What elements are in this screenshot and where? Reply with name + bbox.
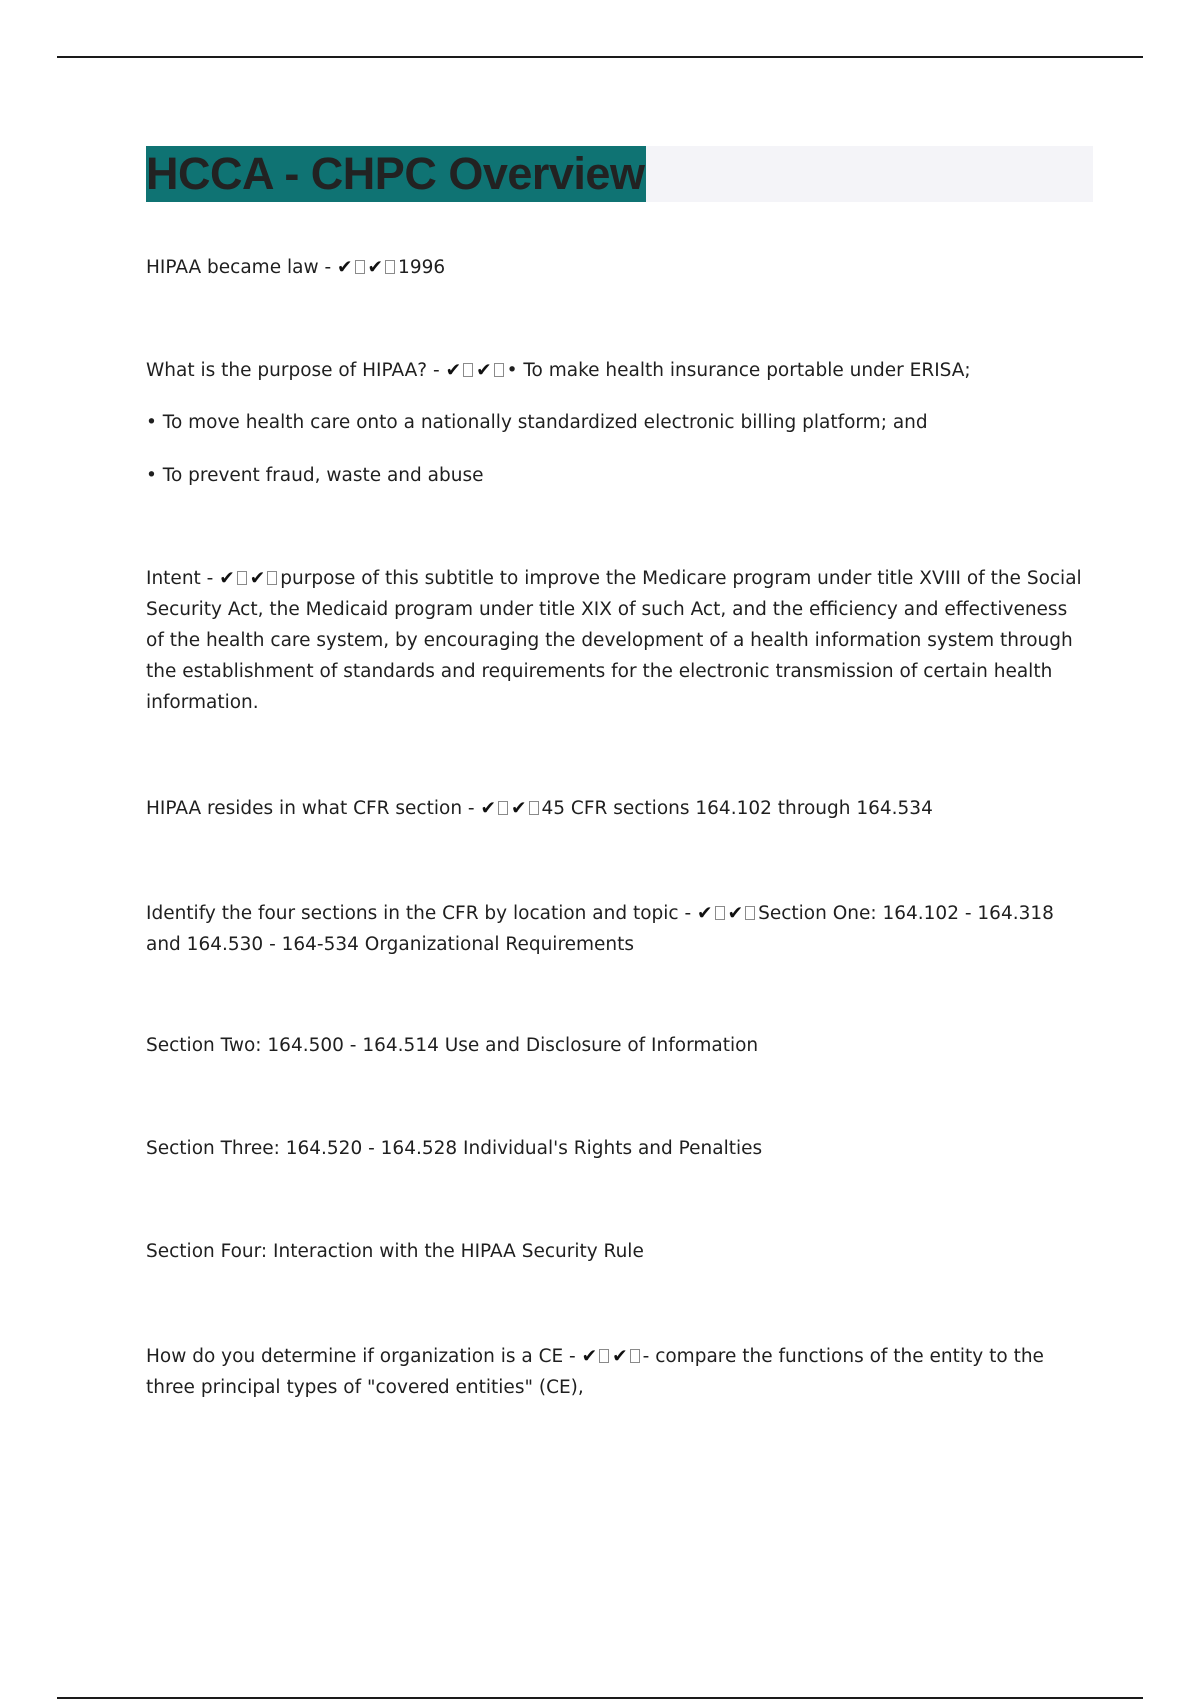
qa-entry (146, 355, 1086, 386)
answer-text: Section One: 164.102 - 164.318 and 164.530 - 164-534 Organizational Requirements (146, 903, 1054, 955)
box-icon (745, 906, 755, 920)
answer-text: 45 CFR sections 164.102 through 164.534 (541, 798, 933, 819)
top-rule (57, 56, 1143, 58)
check-icon: ✔ (612, 1346, 628, 1367)
check-icon: ✔ (445, 360, 462, 381)
question-text: Identify the four sections in the CFR by location and topic - (146, 903, 698, 924)
qa-entry (146, 793, 1086, 824)
check-icon: ✔ (367, 257, 384, 278)
section-line: Section Two: 164.500 - 164.514 Use and Disclosure of Information (146, 1035, 759, 1056)
question-text: How do you determine if organization is a CE - (146, 1346, 582, 1367)
question-text: HIPAA became law - (146, 257, 338, 278)
box-icon (630, 1349, 640, 1363)
title-banner (146, 146, 1093, 202)
check-icon: ✔ (219, 568, 235, 589)
answer-continuation (146, 1133, 1086, 1164)
answer-continuation (146, 407, 1086, 438)
box-icon (355, 260, 365, 274)
question-text: HIPAA resides in what CFR section - (146, 798, 481, 819)
qa-entry (146, 563, 1086, 718)
box-icon (494, 363, 504, 377)
page-title: HCCA - CHPC Overview (146, 146, 646, 202)
answer-text: 1996 (398, 257, 446, 278)
box-icon (715, 906, 725, 920)
answer-text: - compare the functions of the entity to the three principal types of "covered entities" (CE), (146, 1346, 1044, 1398)
bullet-line: • To prevent fraud, waste and abuse (146, 465, 484, 486)
box-icon (498, 801, 508, 815)
check-icon: ✔ (581, 1346, 598, 1367)
box-icon (463, 363, 473, 377)
answer-continuation (146, 1030, 1086, 1061)
answer-text: • To make health insurance portable under ERISA; (506, 360, 971, 381)
check-icon: ✔ (511, 798, 527, 819)
check-icon: ✔ (480, 798, 496, 819)
box-icon (529, 801, 539, 815)
qa-entry (146, 1341, 1086, 1403)
answer-continuation (146, 1236, 1086, 1267)
bottom-rule (57, 1697, 1143, 1699)
question-text: Intent - (146, 568, 220, 589)
question-text: What is the purpose of HIPAA? - (146, 360, 446, 381)
check-icon: ✔ (727, 903, 744, 924)
answer-text: purpose of this subtitle to improve the Medicare program under title XVIII of the Social Security Act, the Medicaid program under title XIX of such Act, and the efficiency and effectiveness of the health care system, by encouraging the development of a health information system through the establishment of standards and requirements for the electronic transmission of certain health information. (146, 568, 1082, 713)
box-icon (385, 260, 395, 274)
check-icon: ✔ (337, 257, 353, 278)
section-line: Section Three: 164.520 - 164.528 Individual's Rights and Penalties (146, 1138, 763, 1159)
answer-continuation (146, 460, 1086, 491)
section-line: Section Four: Interaction with the HIPAA Security Rule (146, 1241, 644, 1262)
box-icon (237, 571, 247, 585)
box-icon (267, 571, 277, 585)
bullet-line: • To move health care onto a nationally standardized electronic billing platform; and (146, 412, 928, 433)
check-icon: ✔ (697, 903, 713, 924)
check-icon: ✔ (249, 568, 266, 589)
qa-entry (146, 898, 1086, 960)
check-icon: ✔ (476, 360, 492, 381)
box-icon (599, 1349, 609, 1363)
qa-entry (146, 252, 1086, 283)
